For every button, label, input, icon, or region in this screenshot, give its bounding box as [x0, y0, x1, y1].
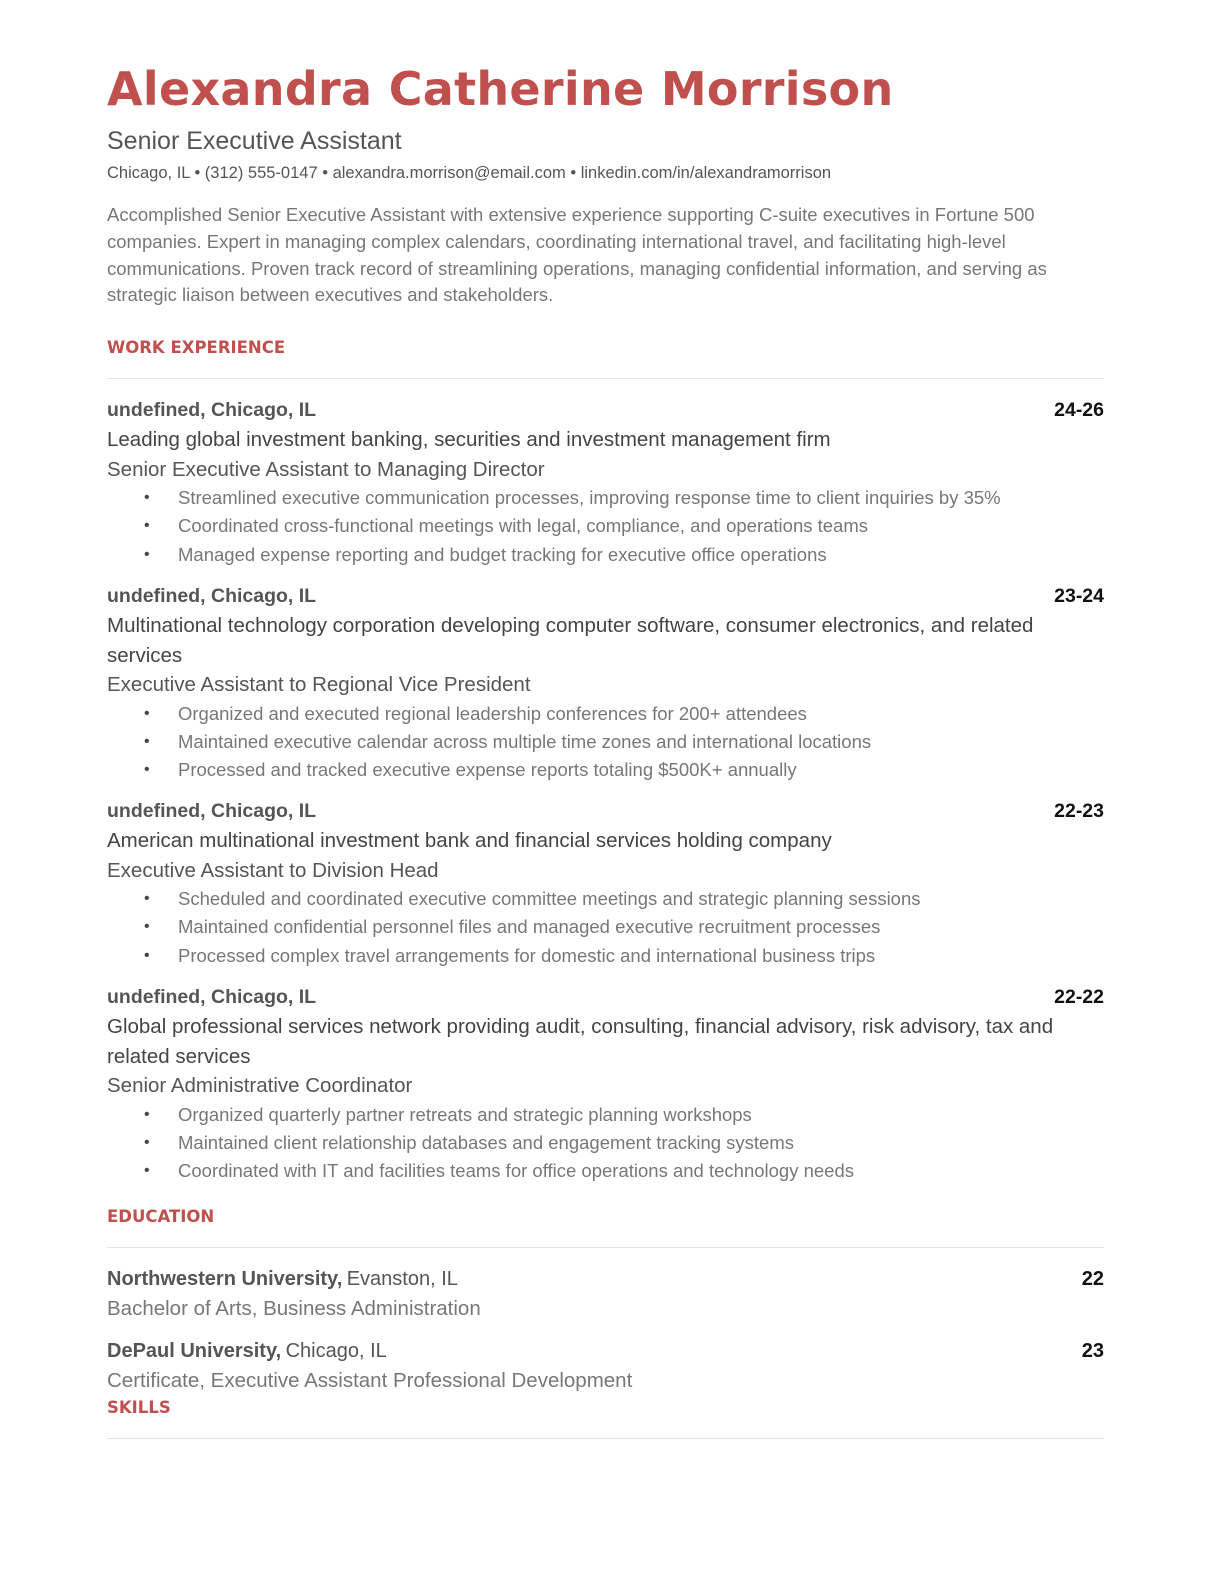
bullet-icon: • — [144, 946, 150, 964]
bullet-text: Managed expense reporting and budget tracking for executive office operations — [178, 543, 827, 565]
job-dates: 22-23 — [1054, 800, 1104, 822]
job-company: undefined, Chicago, IL — [107, 800, 317, 822]
job-entry — [107, 983, 1104, 1185]
education-year: 23 — [1081, 1339, 1104, 1362]
bullet-item — [107, 756, 1104, 784]
bullet-icon: • — [144, 545, 150, 563]
job-role: Senior Administrative Coordinator — [107, 1074, 413, 1097]
job-bullets — [107, 885, 1104, 970]
job-description: Multinational technology corporation developing computer software, consumer electronics, and related services — [107, 614, 1034, 667]
job-bullets — [107, 1101, 1104, 1186]
bullet-text: Coordinated cross-functional meetings with legal, compliance, and operations teams — [178, 515, 869, 537]
job-dates: 23-24 — [1054, 585, 1104, 607]
bullet-icon: • — [144, 1105, 150, 1123]
bullet-icon: • — [144, 1162, 150, 1180]
bullet-text: Scheduled and coordinated executive committee meetings and strategic planning sessions — [178, 888, 921, 909]
bullet-icon: • — [144, 918, 150, 936]
bullet-text: Processed complex travel arrangements for domestic and international business trips — [178, 944, 876, 966]
job-company: undefined, Chicago, IL — [107, 399, 317, 421]
bullet-item — [107, 913, 1104, 941]
education-entry — [107, 1264, 1104, 1324]
bullet-item — [107, 1157, 1104, 1185]
job-role: Executive Assistant to Division Head — [107, 858, 439, 882]
job-entry — [107, 797, 1104, 970]
job-role: Executive Assistant to Regional Vice President — [107, 673, 531, 696]
bullet-item — [107, 512, 1104, 540]
school-location: Evanston, IL — [346, 1267, 458, 1290]
bullet-text: Coordinated with IT and facilities teams for office operations and technology needs — [178, 1160, 854, 1182]
degree: Bachelor of Arts, Business Administration — [107, 1297, 481, 1320]
work-experience-heading: WORK EXPERIENCE — [107, 338, 286, 357]
bullet-text: Maintained executive calendar across multiple time zones and international locations — [178, 730, 872, 752]
school-name: Northwestern University, — [107, 1267, 343, 1290]
bullet-text: Processed and tracked executive expense reports totaling $500K+ annually — [178, 759, 797, 781]
bullet-item — [107, 1101, 1104, 1129]
bullet-text: Streamlined executive communication processes, improving response time to client inquiries by 35% — [178, 487, 1001, 508]
section-divider — [107, 1438, 1104, 1439]
contact-line: Chicago, IL • (312) 555-0147 • alexandra.morrison@email.com • linkedin.com/in/alexandramorrison — [107, 164, 832, 182]
bullet-item — [107, 484, 1104, 512]
bullet-icon: • — [144, 1133, 150, 1151]
degree: Certificate, Executive Assistant Professional Development — [107, 1369, 633, 1392]
education-heading: EDUCATION — [107, 1207, 215, 1226]
bullet-text: Maintained confidential personnel files and managed executive recruitment processes — [178, 916, 881, 938]
bullet-icon: • — [144, 890, 150, 907]
job-company: undefined, Chicago, IL — [107, 585, 317, 607]
bullet-icon: • — [144, 517, 150, 535]
job-dates: 22-22 — [1054, 986, 1104, 1008]
bullet-text: Organized quarterly partner retreats and strategic planning workshops — [178, 1103, 752, 1125]
bullet-text: Maintained client relationship databases and engagement tracking systems — [178, 1131, 795, 1153]
section-divider — [107, 378, 1104, 379]
bullet-icon: • — [144, 732, 150, 750]
job-description: Global professional services network providing audit, consulting, financial advisory, risk advisory, tax and related services — [107, 1015, 1054, 1068]
job-role: Senior Executive Assistant to Managing Director — [107, 457, 545, 481]
professional-summary: Accomplished Senior Executive Assistant with extensive experience supporting C-suite executives in Fortune 500 companies. Expert in managing complex calendars, coordinating international travel, and facilitating high-level communications. Proven track record of streamlining operations, managing confidential information, and serving as strategic liaison between executives and stakeholders. — [107, 204, 1047, 306]
candidate-title: Senior Executive Assistant — [107, 127, 402, 155]
job-dates: 24-26 — [1054, 399, 1104, 421]
bullet-item — [107, 885, 1104, 913]
candidate-name: Alexandra Catherine Morrison — [107, 62, 894, 116]
bullet-item — [107, 942, 1104, 970]
job-description: American multinational investment bank and financial services holding company — [107, 829, 832, 852]
bullet-item — [107, 728, 1104, 756]
job-entry — [107, 582, 1104, 784]
bullet-text: Organized and executed regional leadership conferences for 200+ attendees — [178, 702, 807, 724]
job-bullets — [107, 484, 1104, 569]
bullet-icon: • — [144, 761, 150, 779]
school-location: Chicago, IL — [285, 1339, 387, 1362]
job-bullets — [107, 700, 1104, 785]
skills-heading: SKILLS — [107, 1398, 171, 1417]
job-entry — [107, 396, 1104, 569]
bullet-item — [107, 1129, 1104, 1157]
bullet-icon: • — [144, 489, 150, 506]
school-name: DePaul University, — [107, 1339, 282, 1362]
bullet-item — [107, 541, 1104, 569]
bullet-icon: • — [144, 704, 150, 722]
education-year: 22 — [1081, 1267, 1104, 1290]
education-entry — [107, 1336, 1104, 1396]
section-divider — [107, 1247, 1104, 1248]
bullet-item — [107, 700, 1104, 728]
job-description: Leading global investment banking, securities and investment management firm — [107, 428, 831, 451]
job-company: undefined, Chicago, IL — [107, 986, 317, 1008]
